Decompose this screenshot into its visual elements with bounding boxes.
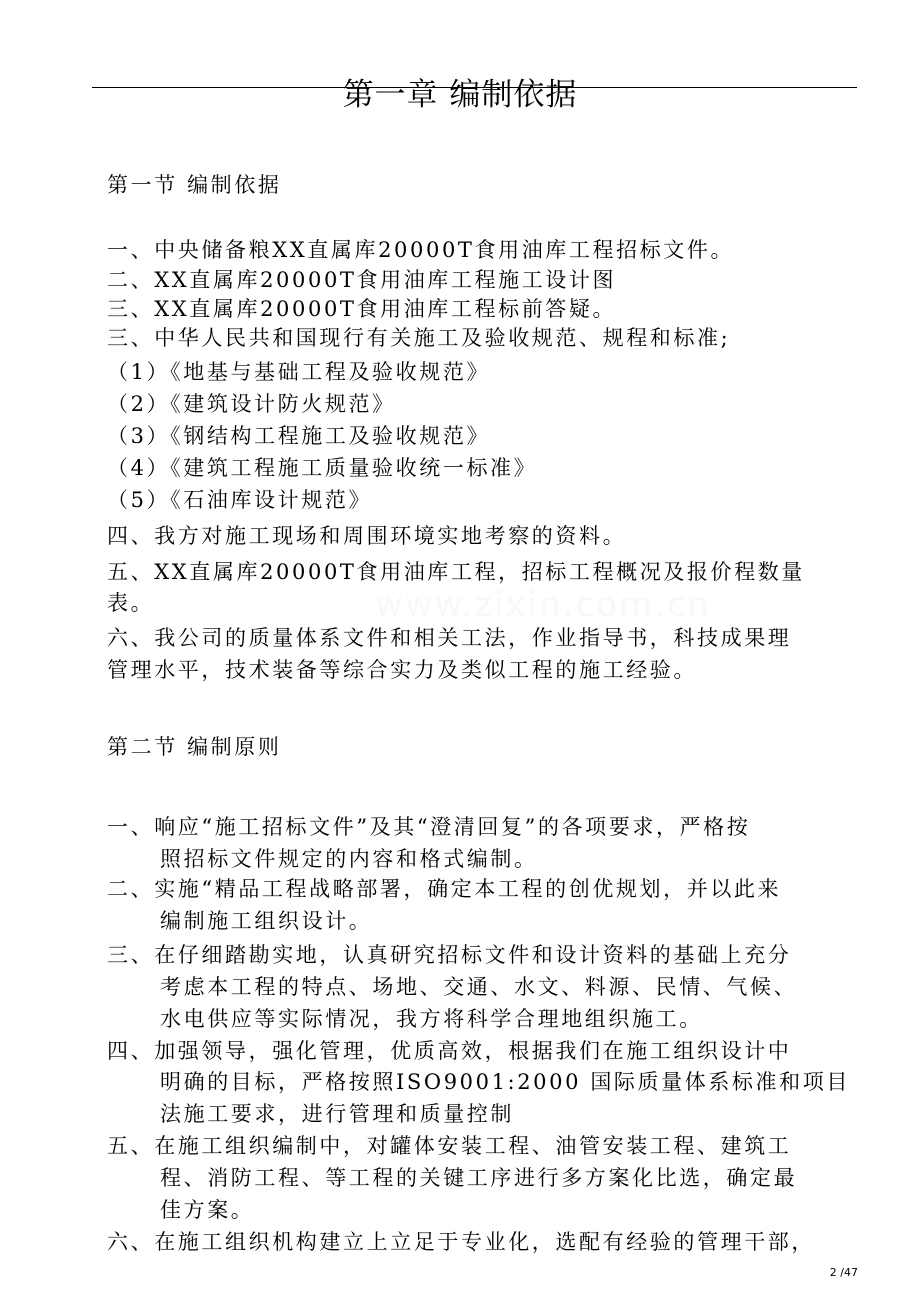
paragraph-line: 四、加强领导，强化管理，优质高效，根据我们在施工组织设计中 [107, 1039, 792, 1063]
paragraph-line: 表。 [107, 591, 155, 615]
chapter-title: 第一章 编制依据 [342, 77, 578, 113]
paragraph-line: 二、XX直属库20000T食用油库工程施工设计图 [107, 268, 617, 292]
list-item: （1）《地基与基础工程及验收规范》 [107, 360, 491, 384]
watermark: www.zixin.com.cn [375, 585, 711, 625]
section-heading: 第一节 编制依据 [107, 173, 282, 197]
paragraph-line: 三、中华人民共和国现行有关施工及验收规范、规程和标准; [107, 326, 731, 350]
paragraph-line: 明确的目标，严格按照ISO9001:2000 国际质量体系标准和项目 [160, 1070, 850, 1094]
paragraph-line: 二、实施“精品工程战略部署，确定本工程的创优规划，并以此来 [107, 877, 782, 901]
list-item: （4）《建筑工程施工质量验收统一标准》 [107, 456, 538, 480]
paragraph-line: 考虑本工程的特点、场地、交通、水文、料源、民情、气候、 [160, 975, 798, 999]
paragraph-line: 程、消防工程、等工程的关键工序进行多方案化比选，确定最 [160, 1166, 798, 1190]
paragraph-line: 法施工要求，进行管理和质量控制 [160, 1102, 514, 1126]
paragraph-line: 佳方案。 [160, 1198, 255, 1222]
paragraph-line: 水电供应等实际情况，我方将科学合理地组织施工。 [160, 1007, 703, 1031]
paragraph-line: 管理水平，技术装备等综合实力及类似工程的施工经验。 [107, 658, 697, 682]
section-heading: 第二节 编制原则 [107, 735, 282, 759]
list-item: （5）《石油库设计规范》 [107, 488, 373, 512]
paragraph-line: 六、我公司的质量体系文件和相关工法，作业指导书，科技成果理 [107, 626, 792, 650]
paragraph-line: 六、在施工组织机构建立上立足于专业化，选配有经验的管理干部， [107, 1230, 815, 1254]
list-item: （2）《建筑设计防火规范》 [107, 392, 396, 416]
page-number: 2 /47 [829, 1266, 858, 1279]
paragraph-line: 五、在施工组织编制中，对罐体安装工程、油管安装工程、建筑工 [107, 1134, 792, 1158]
paragraph-line: 一、中央储备粮XX直属库20000T食用油库工程招标文件。 [107, 238, 735, 262]
list-item: （3）《钢结构工程施工及验收规范》 [107, 424, 491, 448]
paragraph-line: 三、XX直属库20000T食用油库工程标前答疑。 [107, 297, 617, 321]
paragraph-line: 五、XX直属库20000T食用油库工程，招标工程概况及报价程数量 [107, 560, 805, 584]
paragraph-line: 照招标文件规定的内容和格式编制。 [160, 847, 538, 871]
paragraph-line: 一、响应“施工招标文件”及其“澄清回复”的各项要求，严格按 [107, 815, 751, 839]
paragraph-line: 四、我方对施工现场和周围环境实地考察的资料。 [107, 524, 627, 548]
paragraph-line: 编制施工组织设计。 [160, 909, 373, 933]
paragraph-line: 三、在仔细踏勘实地，认真研究招标文件和设计资料的基础上充分 [107, 943, 792, 967]
